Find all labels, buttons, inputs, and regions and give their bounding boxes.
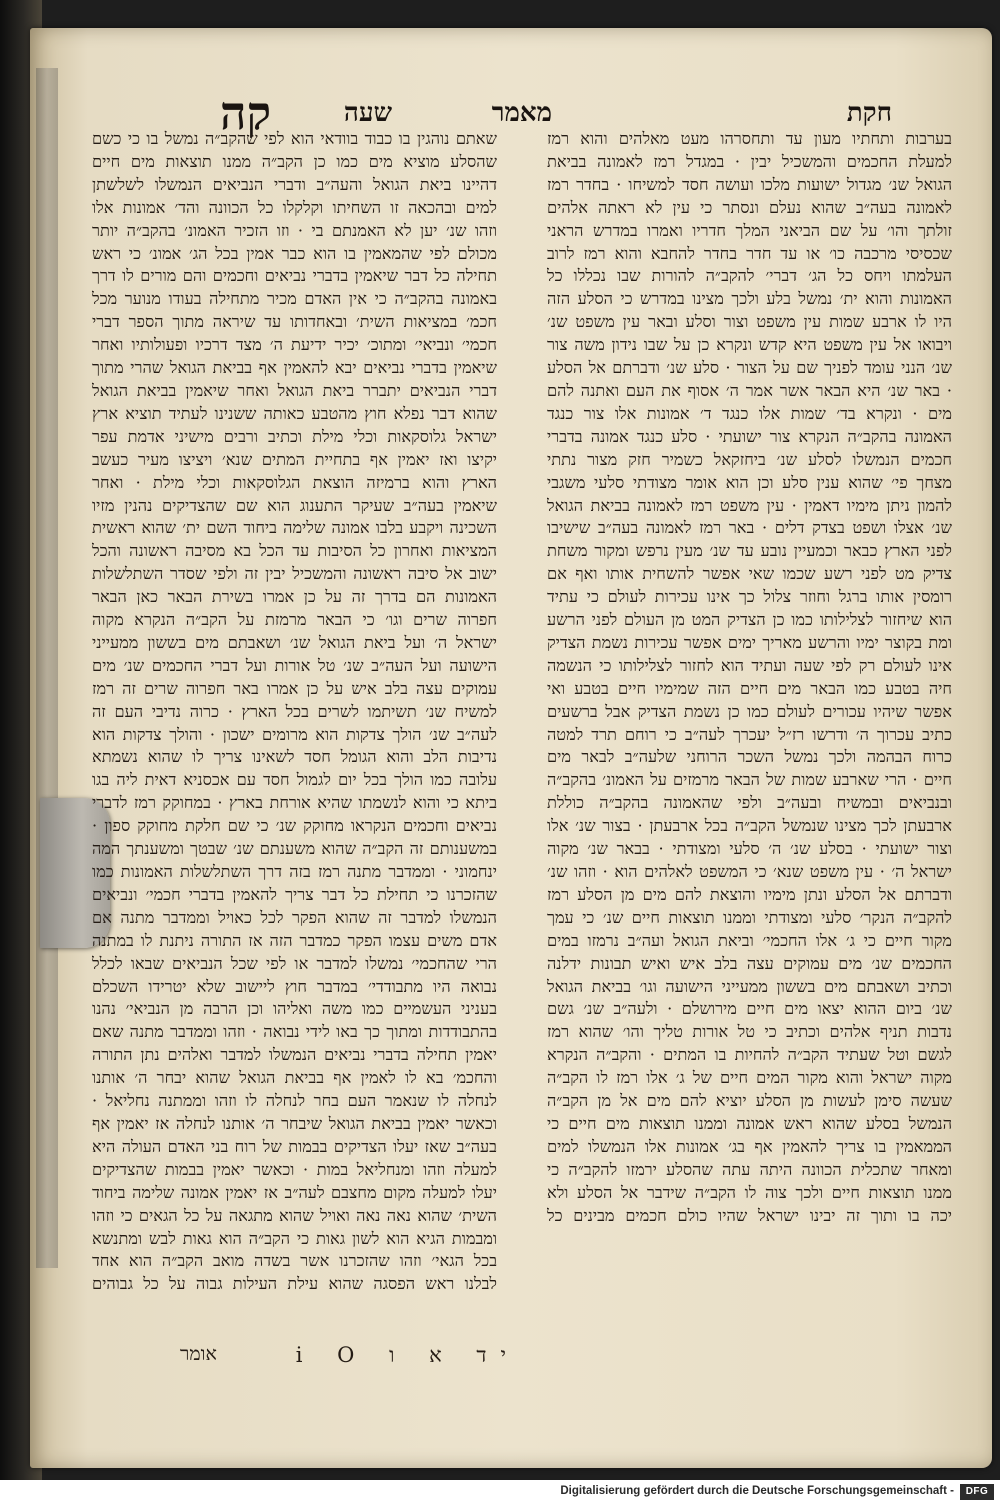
- catchword: אומר: [180, 1343, 217, 1365]
- folio-number: קה: [220, 86, 272, 140]
- ribbon-strip: [36, 68, 58, 1268]
- text-column-right: [547, 128, 952, 1228]
- column-text: בערבות ותחתיו מעון עד ותחסרהו מעט מאלהים והוא רמז למעלת החכמים והמשכיל יבין · במגדל רמז לאמונה בביאת הגואל שנ׳ מגדול ישועות מלכו ועושה חסד למשיחו · בחדר רמז לאמונה בעה״ב שהוא נעלם ונסתר כי עין לא ראתה אלהים זולתך והו׳ על שם הביאני המלך חדריו ואמרו במדרש הראני שכסיסי מרכבה כו׳ או עד חדר בחדר להחבא והוא רמז לרוב העלמתו ויחס כל הג׳ דברי׳ להקב״ה להורות שבו נכללו כל האמונות והוא ית׳ נמשל בלע ולכך מצינו במדרש כי הסלע הזה היו לו ארבע שמות עין משפט וצור וסלע ובאר עין משפט שנ׳ ויבואו אל עין משפט היא קדש ונקרא כן על שבו נידון משה צור שנ׳ הנני עומד לפניך שם על הצור · סלע שנ׳ ודברתם אל הסלע · באר שנ׳ היא הבאר אשר אמר ה׳ אסוף את העם ואתנה להם מים · ונקרא בד׳ שמות אלו כנגד ד׳ אמונות אלו צור כנגד האמונה בהקב״ה הנקרא צור ישועתי · סלע כנגד אמונה בדברי חכמים הנמשלו לסלע שנ׳ ביחזקאל כשמיר חזק מצור נתתי מצחך פי׳ שהוא ענין סלע וכן הוא אומר מצודתי סלעי משגבי להמון ניתן מימיו דאמין · עין משפט רמז לאמונה בביאת הגואל שנ׳ אצלו ושפט בצדק דלים · באר רמז לאמונה בעה״ב שישיבו לפני הארץ כבאר וכמעיין נובע עד שנ׳ מעין נרפש ומקור משחת צדיק מט לפני רשע שכמו שאי אפשר להשחית אותו ואף אם רומסין אותו ברגל וחוזר צלול כך אינו עכירות לעולם כי עתיד הוא שיחזור לצלילותו כמו כן הצדיק המט מן העולם לפני הרשע ומת בקוצר ימיו והרשע מאריך ימים אפשר עכירות נשמת הצדיק אינו לעולם רק לפי שעה ועתיד הוא לחזור לצלילותו כי הנשמה חיה בטבע כמו הבאר מים חיים הזה שמימיו חיים בטבע ואי אפשר שיהיו עכורים לעולם כמו כן נשמת הצדיק אבל ברשעים כתיב עכרוך ה׳ ודרשו רז״ל יעכרך לעה״ב כי רוחם תרד למטה כרוח הבהמה ולכך נמשל השכר הרוחני שלעה״ב לבאר מים חיים · הרי שארבע שמות של הבאר מרמזים על האמונ׳ בהקב״ה ובנביאים ובמשיח ובעה״ב ולפי שהאמונה בהקב״ה כוללת ארבעתן לכך מצינו שנמשל הקב״ה בכל ארבעתן · בצור שנ׳ אלו וצור ישועתי · בסלע שנ׳ ה׳ סלעי ומצודתי · בבאר שנ׳ מקוה ישראל ה׳ · עין משפט שנא׳ כי המשפט לאלהים הוא · וזהו שנ׳ ודברתם אל הסלע ונתן מימיו והוצאת להם מים מן הסלע רמז להקב״ה הנקר׳ סלעי ומצודתי וממנו תוצאות חיים שנ׳ כי עמך מקור חיים כי ג׳ אלו החכמי׳ וביאת הגואל ועה״ב נרמזו במים החכמים שנ׳ מים עמוקים עצה בלב איש ואיש תבונות ידלנה וכתיב ושאבתם מים בששון ממעייני הישועה וגו׳ בביאת הגואל שנ׳ ביום ההוא יצאו מים חיים מירושלם · ולעה״ב שנ׳ גשם נדבות תניף אלהים וכתיב כי טל אורות טליך והו׳ שהוא רמז לגשם וטל שעתיד הקב״ה להחיות בו המתים · והקב״ה הנקרא מקוה ישראל והוא מקור המים חיים של ג׳ אלו רמז לו הקב״ה שעשה סימן לעשות מן הסלע יוציא להם מים אל מן הקב״ה הנמשל בסלע שהוא ראש אמונה וממנו תוצאות מים חיים כי הממאמין בו צריך להאמין אף בג׳ אמונות אלו הנמשלו למים ומאחר שתכלית הכוונה היתה עתה שהסלע ירמזו להקב״ה כי ממנו תוצאות חיים ולכך צוה לו הקב״ה שידבר אל הסלע ולא יכה בו ותוך זה יבינו ישראל שהיו כולם חכמים מבינים כל: [547, 129, 952, 1225]
- signature-mark: יד א ו i O: [295, 1343, 520, 1367]
- column-text: שאתם נוהגין בו כבוד בוודאי הוא לפי שהקב״ה נמשל בו כי כשם שהסלע מוציא מים כמו כן הקב״ה ממנו תוצאות מים חיים דהיינו ביאת הגואל והעה״ב ודברי הנביאים הנמשלו לשלשתן למים ובהכאה זו השחיתו וקלקלו כל הכוונה והד׳ אמונות אלו וזהו שנ׳ יען לא האמנתם בי · וזו הזכיר האמונ׳ בהקב״ה יותר מכולם לפי שהמאמין בו הוא כבר אמין בכל הג׳ אמונ׳ כי ראש תחילה כל דבר שיאמין בדברי נביאים וחכמים והם מורים לו דרך באמונה בהקב״ה כי אין האדם מכיר מתחילה בעודו מנוער מכל חכמ׳ במציאות השית׳ ובאחדותו עד שיראה מתוך הספר דברי חכמי׳ ונביאי׳ ומתוכ׳ יכיר ידיעת ה׳ מצד דרכיו ופעולותיו ואחר שיאמין בדברי נביאים יבא להאמין אף בביאת הגואל שהרי מתוך דברי הנביאים יתברר ביאת הגואל ואחר שיאמין בביאת הגואל שהוא דבר נפלא חוץ מהטבע כאותה ששנינו לעתיד תוציא ארץ ישראל גלוסקאות וכלי מילת וכתיב ורבים מישיני אדמת עפר יקיצו ואז יאמין אף בתחיית המתים שנא׳ ויציצו מעיר כעשב הארץ והוא ברמיזה הוצאת הגלוסקאות וכלי מילת · ואחר שיאמין בעה״ב שעיקר התענוג הוא שם שהצדיקים נהנין מזיו השכינה ויקבע בלבו אמונה שלימה ביחוד השם ית׳ שהוא ראשית המציאות ואחרון כל הסיבות עד הכל בא מסיבה ראשונה והכל ישוב אל סיבה ראשונה והמשכיל יבין זה ולפי שסדר השתלשלות האמונות הם בדרך זה על כן אמרו בשירת הבאר כאן הבאר חפרוה שרים וגו׳ כי הבאר מרמזת על הקב״ה הנקרא מקוה ישראל ה׳ ועל ביאת הגואל שנ׳ ושאבתם מים בששון ממעייני הישועה ועל העה״ב שנ׳ טל אורות ועל דברי החכמים שנ׳ מים עמוקים עצה בלב איש על כן אמרו באר חפרוה שרים זה רמז למשיח שנ׳ תשיתמו לשרים בכל הארץ · כרוה נדיבי העם זה לעה״ב שנ׳ הולך צדקות הוא מרומים ישכון · והולך צדקות הוא נדיבות הלב והוא הגומל חסד לשאינו צריך לו שהוא נשמתא עלובה כמו הולך בכל יום לגמול חסד עם אכסניא דאית ליה בגו ביתא כי והוא לנשמתו שהיא אורחת בארץ · במחוקק רמז לדברי נביאים וחכמים הנקראו מחוקק שנ׳ כי שם חלקת מחוקק ספון · במשענותם זה הקב״ה שהוא משענתם שנ׳ שבטך ומשענתך המה ינחמוני · וממדבר מתנה רמז בזה דרך השתלשלות האמונות כמו שהזכרנו כי תחילת כל דבר צריך להאמין בדברי חכמי׳ ונביאים הנמשלו למדבר זה שהוא הפקר לכל כאויל וממדבר מתנה אם אדם משים עצמו הפקר כמדבר הזה אז התורה ניתנת לו במתנה הרי שהחכמי׳ נמשלו למדבר או לפי שכל הנביאים שבאו לכלל נבואה היו מתבודדי׳ במדבר חוץ ליישוב שלא יטרידו השכלם בעניני העשמיים כמו משה ואליהו וכן הרבה מן הנביאי׳ נהנו בהתבודדות ומתוך כך באו לידי נבואה · וזהו וממדבר מתנה שאם יאמין תחילה בדברי נביאים הנמשלו למדבר ואלהים נתן התורה והחכמ׳ בא לו לאמין אף בביאת הגואל שהוא יבחר ה׳ אותנו לנחלה לו שנאמר העם בחר לנחלה לו וזהו וממתנה נחליאל · וכאשר יאמין בביאת הגואל שיבחר ה׳ אותנו לנחלה אז יאמין אף בעה״ב שאז יעלו הצדיקים בבמות של רוח בני האדם העולה היא למעלה וזהו ומנחליאל במות · וכאשר יאמין בבמות שהצדיקים יעלו למעלה מקום מחצבם לעה״ב אז יאמין אמונה שלימה ביחוד השית׳ שהוא נאה נאה ואויל שהוא מתגאה על כל הגאים כי וזהו ומבמות הגיא הוא לשון גאות כי הקב״ה הוא גאות לבש ומתנשא בכל הגאי׳ וזהו שהזכרנו אשר בשדה מואב הקב״ה הוא אחד לבלנו ראש הפסגה שהוא עילת העילות גבוה על כל גבוהים: [92, 129, 497, 1294]
- running-title-portion: חקת: [846, 98, 892, 128]
- running-title-treatise: מאמר: [491, 98, 552, 128]
- dfg-logo-icon: DFG: [960, 1484, 994, 1500]
- text-column-left: [92, 128, 497, 1298]
- running-title-name: שעה: [343, 98, 392, 128]
- digitization-footer: [0, 1480, 1000, 1505]
- catchword-line: [180, 1343, 520, 1373]
- funding-credit: Digitalisierung gefördert durch die Deutsche Forschungsgemeinschaft -: [560, 1485, 954, 1497]
- book-page: [30, 28, 992, 1468]
